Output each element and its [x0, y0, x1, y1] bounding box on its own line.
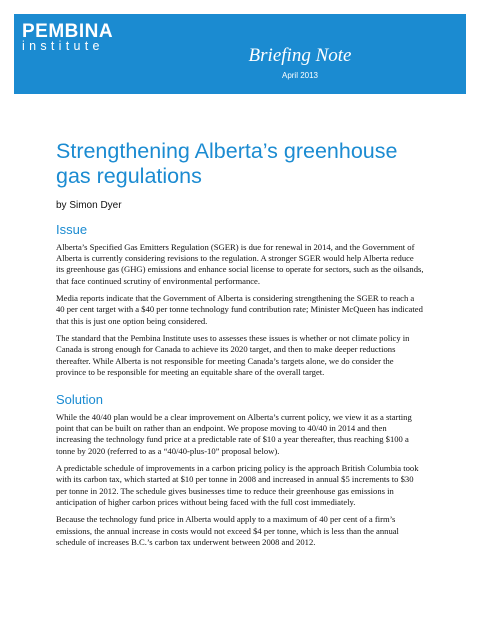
section-heading-issue: Issue — [56, 222, 88, 237]
paragraph: A predictable schedule of improvements in a carbon pricing policy is the approach British Columbia took with its carbon tax, which started at $10 per tonne in 2008 and increased in annual $5 increments to $30 per tonne in 2012. The schedule gives businesses time to reduce their greenhouse gas emissions in anticipation of higher carbon prices without being faced with the full cost immediately. — [56, 463, 419, 507]
paragraph: Because the technology fund price in Alberta would apply to a maximum of 40 per cent of a firm’s emissions, the annual increase in costs would not exceed $4 per tonne, which is less than the annual schedule of increases B.C.’s carbon tax underwent between 2008 and 2012. — [56, 514, 399, 547]
paragraph: Media reports indicate that the Government of Alberta is considering strengthening the SGER to reach a 40 per cent target with a $40 per tonne technology fund contribution rate; Minister McQueen has indicated that this is just one option being considered. — [56, 293, 423, 326]
document-title: Strengthening Alberta’s greenhouse gas regulations — [56, 139, 398, 188]
document-body — [56, 139, 424, 554]
paragraph: The standard that the Pembina Institute uses to assesses these issues is whether or not climate policy in Canada is strong enough for Canada to achieve its 2020 target, and then to make deeper reductions thereafter. While Alberta is not responsible for meeting Canada’s targets alone, we do consider the province to be responsible for meeting an equitable share of the overall target. — [56, 333, 410, 377]
briefing-note-date: April 2013 — [281, 71, 319, 80]
paragraph: While the 40/40 plan would be a clear improvement on Alberta’s current policy, we view it as a starting point that can be built on rather than an endpoint. We propose moving to 40/40 in 2014 and then increasing the technology fund price at a predictable rate of $10 a year thereafter, thus reaching $100 a tonne by 2020 (referred to as a “40/40-plus-10” proposal below). — [56, 412, 412, 456]
section-heading-solution: Solution — [56, 392, 103, 408]
paragraph: Alberta’s Specified Gas Emitters Regulation (SGER) is due for renewal in 2014, and the Government of Alberta is currently considering revisions to the regulation. A stronger SGER would help Alberta reduce its greenhouse gas (GHG) emissions and enhance social license to operate for sectors, such as the oilsands, that face continued scrutiny of environmental performance. — [56, 242, 424, 286]
briefing-note-title: Briefing Note — [248, 45, 352, 66]
pembina-logo-subtitle: institute — [22, 39, 104, 53]
author-byline: by Simon Dyer — [56, 200, 122, 211]
pembina-logo: PEMBINA — [22, 21, 114, 42]
header-banner — [14, 14, 466, 94]
